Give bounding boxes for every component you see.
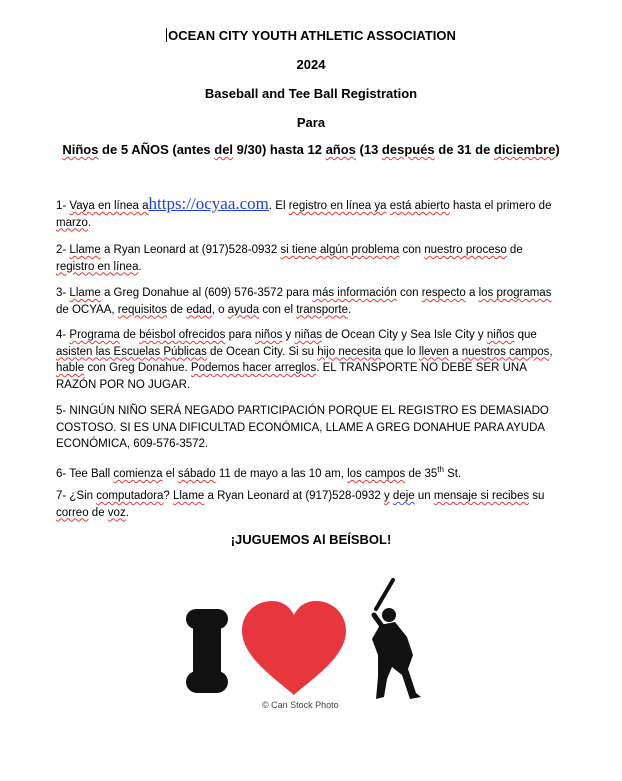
baseball-batter-icon bbox=[372, 580, 421, 699]
i-love-baseball-logo bbox=[180, 575, 440, 715]
text-cursor bbox=[166, 28, 167, 42]
org-title: OCEAN CITY YOUTH ATHLETIC ASSOCIATION bbox=[168, 28, 456, 43]
year-heading: 2024 bbox=[296, 57, 326, 72]
item-6: 6- Tee Ball comienza el sábado 11 de mayo a las 10 am, los campos de 35th St. bbox=[56, 465, 462, 480]
svg-text:I: I bbox=[180, 575, 181, 576]
letter-i-icon bbox=[180, 575, 228, 693]
item-1: 1- Vaya en línea ahttps://ocyaa.com. El registro en línea ya está abierto hasta el primero de marzo. bbox=[56, 194, 552, 229]
closing-heading: ¡JUGUEMOS Al BEÍSBOL! bbox=[230, 532, 392, 547]
item-5: 5- NINGÚN NIÑO SERÁ NEGADO PARTICIPACIÓN PORQUE EL REGISTRO ES DEMASIADO COSTOSO. SI ES UNA DIFICULTAD ECONÓMICA, LLAME A GREG DONAHUE PARA AYUDA ECONÓMICA, 609-576-3572. bbox=[56, 405, 549, 450]
image-credit: © Can Stock Photo bbox=[262, 700, 339, 710]
program-heading: Baseball and Tee Ball Registration bbox=[204, 86, 418, 101]
para-heading: Para bbox=[296, 115, 326, 130]
ages-heading: Niños de 5 AÑOS (antes del 9/30) hasta 12 años (13 después de 31 de diciembre) bbox=[62, 142, 560, 157]
item-7: 7- ¿Sin computadora? Llame a Ryan Leonard at (917)528-0932 y deje un mensaje si recibes su correo de voz. bbox=[56, 490, 545, 519]
item-2: 2- Llame a Ryan Leonard at (917)528-0932 si tiene algún problema con nuestro proceso de registro en línea. bbox=[56, 244, 523, 273]
ocyaa-link[interactable]: https://ocyaa.com bbox=[148, 194, 269, 213]
item-4: 4- Programa de béisbol ofrecidos para niños y niñas de Ocean City y Sea Isle City y niños que asisten las Escuelas Públicas de Ocean City. Si su hijo necesita que lo lleven a nuestros campos, hable con Greg Donahue. Podemos hacer arreglos. EL TRANSPORTE NO DEBE SER UNA RAZÓN POR NO JUGAR. bbox=[56, 329, 553, 391]
item-3: 3- Llame a Greg Donahue al (609) 576-3572 para más información con respecto a los programas de OCYAA, requisitos de edad, o ayuda con el transporte. bbox=[56, 287, 552, 316]
heart-icon bbox=[242, 601, 346, 695]
